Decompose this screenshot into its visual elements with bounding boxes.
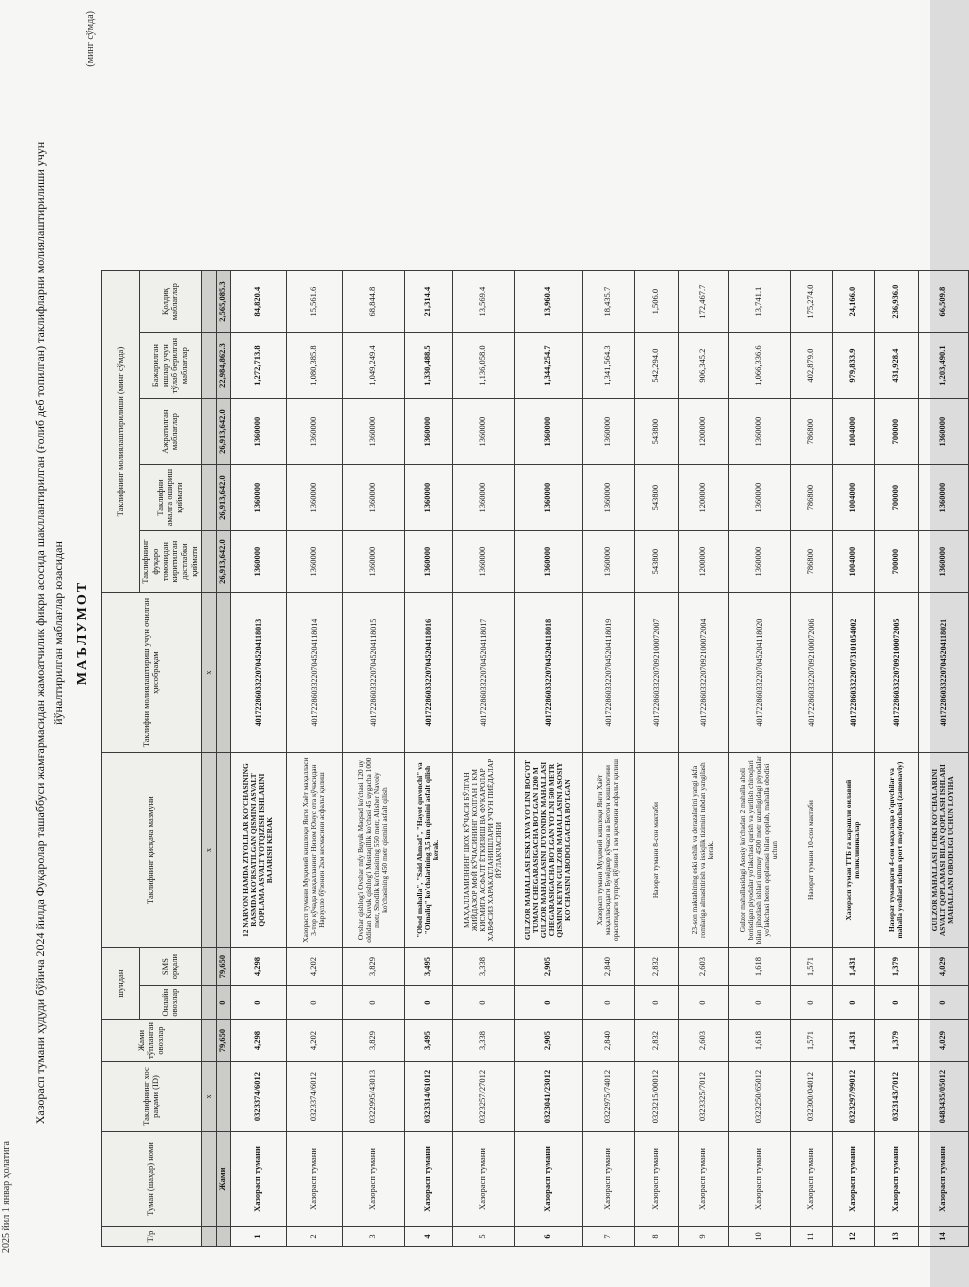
cell-remaining: 18,435.7: [582, 271, 634, 333]
table-row: [404, 271, 452, 1247]
cell-account: 401722860332207045204118020: [728, 593, 790, 753]
cell-num: 5: [452, 1227, 514, 1247]
cell-content: Хазорасп тумани Муҳимий кишлоқи Янги Хаёт маҳалласидаги Бунёдкор кўчаси ва Бегоғи кишлоғини ораситидаги тупроқ йўлини 1 км қисмини асфальт қилиш: [582, 753, 634, 948]
cell-civic: 1360000: [230, 531, 286, 593]
cell-spent: 402,879.0: [790, 333, 832, 399]
cell-spent: 1,341,564.3: [582, 333, 634, 399]
cell-allocated: 1360000: [404, 399, 452, 465]
col-header-content: Таклифнинг қисқача мазмуни: [102, 753, 202, 948]
cell-stir: 0323314/61012: [404, 1062, 452, 1132]
col-header-civic: Таклифнинг фуқаро томонидан киритилган дастлабки қиймати: [140, 531, 202, 593]
cell-allocated: 543800: [634, 399, 678, 465]
cell-remaining: 175,274.0: [790, 271, 832, 333]
cell-district: Хазорасп тумани: [404, 1132, 452, 1227]
cell-allocated: 1360000: [342, 399, 404, 465]
unit-note: (минг сўмда): [85, 11, 96, 67]
cell-account: 401722860332207045204118014: [286, 593, 342, 753]
col-header-stir: Таклифнинг хос рақами (ID): [102, 1062, 202, 1132]
table-row: [918, 271, 968, 1247]
cell-civic: 700000: [874, 531, 918, 593]
cell-content: GULZOR MAHALLASI ICHKI KO'CHALARINI ASVALT QOPLAMASI BILAN QOPLASH ISHLARI MAHALLANI OBODLIGI UCHUN LOYIHA: [918, 753, 968, 948]
cell-account: 401722860332207092100072006: [790, 593, 832, 753]
cell-estimate: 1360000: [230, 465, 286, 531]
cell-online: 0: [342, 986, 404, 1020]
cell-online: 0: [452, 986, 514, 1020]
cell-sms: 3,829: [342, 948, 404, 986]
cell-stir: 0323374/6012: [230, 1062, 286, 1132]
cell-civic: 1360000: [452, 531, 514, 593]
cell-account: 401722860332207045204118016: [404, 593, 452, 753]
cell-allocated: 1004000: [832, 399, 874, 465]
cell-allocated: 1360000: [918, 399, 968, 465]
cell-num: 12: [832, 1227, 874, 1247]
table-row: [452, 271, 514, 1247]
cell-votes: 2,603: [678, 1020, 728, 1062]
cell-spent: 1,049,249.4: [342, 333, 404, 399]
cell-spent: 1,272,713.8: [230, 333, 286, 399]
cell-sms: 1,431: [832, 948, 874, 986]
cell-estimate: 1004000: [832, 465, 874, 531]
cell-allocated: 1360000: [728, 399, 790, 465]
cell-online: 0: [582, 986, 634, 1020]
total-online: 0: [216, 986, 230, 1020]
cell-district: Хазорасп тумани: [582, 1132, 634, 1227]
table-row: [634, 271, 678, 1247]
cell-sms: 3,338: [452, 948, 514, 986]
document-heading: МАЪЛУМОТ: [75, 580, 90, 686]
cell-online: 0: [874, 986, 918, 1020]
cell-sms: 2,832: [634, 948, 678, 986]
cell-num: 9: [678, 1227, 728, 1247]
cell-estimate: 1360000: [514, 465, 582, 531]
cell-sms: 1,571: [790, 948, 832, 986]
cell-content: 12 NARVON HAMDA ZIYOLILAR KO'CHASINING RASMDA KO'RSATILGAN QISMINI ASVALT QOPLAMA ASVALT YOTQIZISH ISHLARINI BAJARISH KERAK: [230, 753, 286, 948]
cell-content: Хазорасп тумани Муқимий кишлоқи Янги Хаёт маҳалласи 3-тор кўчада маҳалланинг Низом Юнус ота кўчасидан Нарзулло бўзонин 2км кесмасини асфальт қилиш: [286, 753, 342, 948]
cell-account: 401722860332207045204118015: [342, 593, 404, 753]
cell-spent: 1,203,490.1: [918, 333, 968, 399]
cell-remaining: 13,569.4: [452, 271, 514, 333]
cell-civic: 1360000: [728, 531, 790, 593]
cell-allocated: 1360000: [286, 399, 342, 465]
cell-online: 0: [230, 986, 286, 1020]
cell-spent: 906,345.2: [678, 333, 728, 399]
cell-num: 6: [514, 1227, 582, 1247]
table-row: [582, 271, 634, 1247]
cell-online: 0: [790, 986, 832, 1020]
table-row: [286, 271, 342, 1247]
cell-sms: 4,029: [918, 948, 968, 986]
cell-civic: 1360000: [514, 531, 582, 593]
cell-estimate: 1360000: [286, 465, 342, 531]
cell-stir: 0323325/7012: [678, 1062, 728, 1132]
cell-estimate: 1360000: [728, 465, 790, 531]
cell-account: 401722860332207045204118013: [230, 593, 286, 753]
cell-num: 7: [582, 1227, 634, 1247]
cell-spent: 979,833.9: [832, 333, 874, 399]
total-label: Жами: [216, 1132, 230, 1227]
cell-remaining: 15,561.6: [286, 271, 342, 333]
cell-remaining: 13,960.4: [514, 271, 582, 333]
cell-remaining: 84,820.4: [230, 271, 286, 333]
col-header-account: Таклифни молиялаштириш учун очилган ҳисобрақам: [102, 593, 202, 753]
cell-online: 0: [678, 986, 728, 1020]
cell-votes: 3,829: [342, 1020, 404, 1062]
cell-allocated: 1360000: [514, 399, 582, 465]
cell-online: 0: [404, 986, 452, 1020]
cell-remaining: 1,506.0: [634, 271, 678, 333]
total-row: [216, 271, 230, 1247]
cell-content: Gulzor mahallasidagi Asosiy ko'chadan 2 mahalla aholi borisdigan piyodalar yo'lakchasi qurish va yurilish chiroqlari bilan jihozlash ishlari ummuy 4500 metr uzunligidagi piyodalar yo'lakchasi beton qoplamasi bilan qoplab, mahalla obodisi uchun: [728, 753, 790, 948]
total-votes: 79,650: [216, 1020, 230, 1062]
cell-stir: 0323250/65012: [728, 1062, 790, 1132]
cell-civic: 543800: [634, 531, 678, 593]
cell-num: 11: [790, 1227, 832, 1247]
cell-district: Хазорасп тумани: [918, 1132, 968, 1227]
cell-district: Хазорасп тумани: [832, 1132, 874, 1227]
cell-civic: 1360000: [918, 531, 968, 593]
cell-num: 2: [286, 1227, 342, 1247]
cell-online: 0: [514, 986, 582, 1020]
cell-votes: 3,495: [404, 1020, 452, 1062]
cell-stir: 032300/04012: [790, 1062, 832, 1132]
cell-account: 401722860332207045204118019: [582, 593, 634, 753]
cell-spent: 1,344,254.7: [514, 333, 582, 399]
cell-spent: 1,330,488.5: [404, 333, 452, 399]
index-cell: x: [201, 1062, 216, 1132]
col-header-estimate: Таклифни амалга ошириш қиймати: [140, 465, 202, 531]
total-civic: 26,913,642.0: [216, 531, 230, 593]
cell-district: Хазорасп тумани: [634, 1132, 678, 1227]
col-header-allocated: Ажратилган маблағлар: [140, 399, 202, 465]
cell-votes: 2,832: [634, 1020, 678, 1062]
col-header-sms: SMS орқали: [140, 948, 202, 986]
cell-sms: 2,905: [514, 948, 582, 986]
cell-remaining: 21,314.4: [404, 271, 452, 333]
cell-content: МАҲАЛЛАМИЗНИНГ ШОХ КЎЧАСИ БЎЛГАН ЖИЙДАЗОР МФЙ КЎЧАСИНИНГ КОЛГАН 1 КМ КИСМИГА АСФАЛТ ЁТКИЗИШ ВА ФУКАРОЛАР ХАВФСИЗ ХАРАКАТЛАНИШЛАРИ УЧУН ПИЁДАЛАР ЙЎЛАКЧАСИНИ: [452, 753, 514, 948]
cell-civic: 1360000: [286, 531, 342, 593]
cell-estimate: 543800: [634, 465, 678, 531]
col-header-votes: Жами тўпланган овозлар: [102, 1020, 202, 1062]
cell-account: 401722860332207045204118021: [918, 593, 968, 753]
cell-num: 1: [230, 1227, 286, 1247]
cell-sms: 2,840: [582, 948, 634, 986]
cell-remaining: 66,509.8: [918, 271, 968, 333]
cell-allocated: 700000: [874, 399, 918, 465]
table-row: [514, 271, 582, 1247]
cell-content: 23-son maktabining eski eshik va derazalarini yangi akfa romlariga almashtirish va issiqlik tizimini tubdan yangilash kerak.: [678, 753, 728, 948]
total-estimate: 26,913,642.0: [216, 465, 230, 531]
cell-sms: 2,603: [678, 948, 728, 986]
cell-allocated: 1360000: [582, 399, 634, 465]
cell-sms: 1,379: [874, 948, 918, 986]
funding-table: [101, 270, 969, 1247]
table-row: [874, 271, 918, 1247]
table-row: [342, 271, 404, 1247]
cell-votes: 1,618: [728, 1020, 790, 1062]
cell-spent: 1,080,385.8: [286, 333, 342, 399]
cell-remaining: 24,166.0: [832, 271, 874, 333]
table-body: [230, 271, 968, 1247]
cell-remaining: 68,844.8: [342, 271, 404, 333]
cell-votes: 2,905: [514, 1020, 582, 1062]
cell-civic: 1004000: [832, 531, 874, 593]
cell-online: 0: [832, 986, 874, 1020]
cell-allocated: 786800: [790, 399, 832, 465]
cell-content: "Obod mahalla", "Said Ahmad", "Hayot quvonchi" va "Olmaliq" ko'chalarining 3,5 km qismini asfalt qilish kerak.: [404, 753, 452, 948]
cell-sms: 3,495: [404, 948, 452, 986]
cell-estimate: 1360000: [582, 465, 634, 531]
cell-votes: 4,298: [230, 1020, 286, 1062]
cell-online: 0: [286, 986, 342, 1020]
index-cell: x: [201, 753, 216, 948]
table-row: [832, 271, 874, 1247]
document-title: Хазорасп тумани ҳудуди бўйича 2024 йилда Фуқаролар ташаббуси жамғармасидан жамоатчилик фикри асосида шакллантирилган (ғолиб деб топилган) таклифларни молиялаштирилиши учун: [33, 141, 47, 1125]
cell-civic: 1200000: [678, 531, 728, 593]
cell-stir: 0323143/7012: [874, 1062, 918, 1132]
cell-allocated: 1360000: [452, 399, 514, 465]
cell-stir: 0322975/74012: [582, 1062, 634, 1132]
cell-num: 3: [342, 1227, 404, 1247]
index-row: [201, 271, 216, 1247]
cell-district: Хазорасп тумани: [790, 1132, 832, 1227]
cell-stir: 0483435/05012: [918, 1062, 968, 1132]
cell-district: Хазорасп тумани: [678, 1132, 728, 1227]
cell-content: Назорат тумандаги 4-сон маҳалада о'quvchilar va mahalla yoshlari uchun sport maydonchasi (zamonaviy): [874, 753, 918, 948]
cell-district: Хазорасп тумани: [342, 1132, 404, 1227]
cell-votes: 1,379: [874, 1020, 918, 1062]
cell-num: 13: [874, 1227, 918, 1247]
cell-account: 401722860332207045204118018: [514, 593, 582, 753]
cell-district: Хазорасп тумани: [452, 1132, 514, 1227]
cell-stir: 0323374/6012: [286, 1062, 342, 1132]
cell-account: 401722860332207092100072005: [874, 593, 918, 753]
cell-estimate: 1360000: [918, 465, 968, 531]
cell-votes: 4,202: [286, 1020, 342, 1062]
cell-civic: 1360000: [404, 531, 452, 593]
cell-stir: 0323297/99012: [832, 1062, 874, 1132]
cell-estimate: 700000: [874, 465, 918, 531]
cell-account: 401722860332207045204118017: [452, 593, 514, 753]
cell-content: Назорат тумани 8-сон мактаби: [634, 753, 678, 948]
col-header-group-funding: Таклифнинг молиялаштирилиши (минг сўмда): [102, 271, 140, 593]
index-cell: x: [201, 593, 216, 753]
cell-num: 4: [404, 1227, 452, 1247]
col-header-group-votes: шундан: [102, 948, 140, 1020]
cell-estimate: 1360000: [404, 465, 452, 531]
table-row: [728, 271, 790, 1247]
cell-votes: 3,338: [452, 1020, 514, 1062]
col-header-online: Онлайн овозлар: [140, 986, 202, 1020]
cell-district: Хазорасп тумани: [874, 1132, 918, 1227]
cell-num: 14: [918, 1227, 968, 1247]
cell-allocated: 1360000: [230, 399, 286, 465]
total-sms: 79,650: [216, 948, 230, 986]
cell-online: 0: [728, 986, 790, 1020]
cell-district: Хазорасп тумани: [514, 1132, 582, 1227]
cell-votes: 1,431: [832, 1020, 874, 1062]
cell-stir: 0323215/00012: [634, 1062, 678, 1132]
cell-online: 0: [634, 986, 678, 1020]
cell-spent: 542,294.0: [634, 333, 678, 399]
cell-remaining: 13,741.1: [728, 271, 790, 333]
cell-stir: 0323257/27012: [452, 1062, 514, 1132]
cell-sms: 4,202: [286, 948, 342, 986]
table-row: [790, 271, 832, 1247]
col-header-num: Т/р: [102, 1227, 202, 1247]
cell-spent: 1,136,058.0: [452, 333, 514, 399]
cell-account: 401722860332207073101054002: [832, 593, 874, 753]
cell-civic: 1360000: [342, 531, 404, 593]
cell-sms: 4,298: [230, 948, 286, 986]
cell-district: Хазорасп тумани: [728, 1132, 790, 1227]
total-spent: 22,984,862.3: [216, 333, 230, 399]
cell-content: Назорат тумани 10-сон мактаби: [790, 753, 832, 948]
cell-account: 401722860332207092100072004: [678, 593, 728, 753]
cell-estimate: 1200000: [678, 465, 728, 531]
cell-district: Хазорасп тумани: [286, 1132, 342, 1227]
cell-votes: 1,571: [790, 1020, 832, 1062]
cell-online: 0: [918, 986, 968, 1020]
cell-account: 401722860332207092100072007: [634, 593, 678, 753]
cell-votes: 4,029: [918, 1020, 968, 1062]
col-header-district: Туман (шаҳар) номи: [102, 1132, 202, 1227]
table-row: [230, 271, 286, 1247]
cell-remaining: 172,467.7: [678, 271, 728, 333]
cell-estimate: 1360000: [342, 465, 404, 531]
total-remaining: 2,565,085.3: [216, 271, 230, 333]
cell-spent: 431,928.4: [874, 333, 918, 399]
document-subtitle: йўналтирилган маблағлар юзасидан: [51, 541, 65, 725]
cell-num: 8: [634, 1227, 678, 1247]
cell-estimate: 786800: [790, 465, 832, 531]
cell-civic: 1360000: [582, 531, 634, 593]
cell-votes: 2,840: [582, 1020, 634, 1062]
cell-num: 10: [728, 1227, 790, 1247]
table-row: [678, 271, 728, 1247]
cell-content: Ovshar qishlog'i Ovshar mfy Buyuk Maqsad ko'chasi 120 uy oldidan Kuvuk qishlog'i Mustaqillik ko'chasi 45 uygacha 1000 metr, Shodlik ko'chasining 550 metr, Alisher Navoiy ko'chasining 450 metr qismini asfalt qilish: [342, 753, 404, 948]
cell-civic: 786800: [790, 531, 832, 593]
cell-spent: 1,066,336.6: [728, 333, 790, 399]
cell-content: Хазорасп туман ТТБ га карашли оилавий поликлиникалар: [832, 753, 874, 948]
cell-remaining: 236,936.0: [874, 271, 918, 333]
total-allocated: 26,913,642.0: [216, 399, 230, 465]
col-header-remaining: Қолдиқ маблағлар: [140, 271, 202, 333]
cell-allocated: 1200000: [678, 399, 728, 465]
col-header-spent: Бажарилган ишлар учун тўлаб берилган маблағлар: [140, 333, 202, 399]
cell-district: Хазорасп тумани: [230, 1132, 286, 1227]
cell-estimate: 1360000: [452, 465, 514, 531]
cell-stir: 0322995/43013: [342, 1062, 404, 1132]
cell-sms: 1,618: [728, 948, 790, 986]
date-note: 2025 йил 1 январ ҳолатига: [1, 1141, 12, 1253]
cell-stir: 0323041/23012: [514, 1062, 582, 1132]
cell-content: GULZOR MAHALLASI ESKI XIVA YO'LINI BOG'OT TUMANI CHEGARASIGACHA BO'LGAN 1200 M GULZOR MAHALLASINI JUYONDIK MAHALLASI CHEGARASIGACHA BO'LGAN YO'LNI 500 METR QISMINI KEYIN GULZOR MAHALLASINI ASOSIY KO'CHASINI ABODOLGACHA BO'LGAN: [514, 753, 582, 948]
